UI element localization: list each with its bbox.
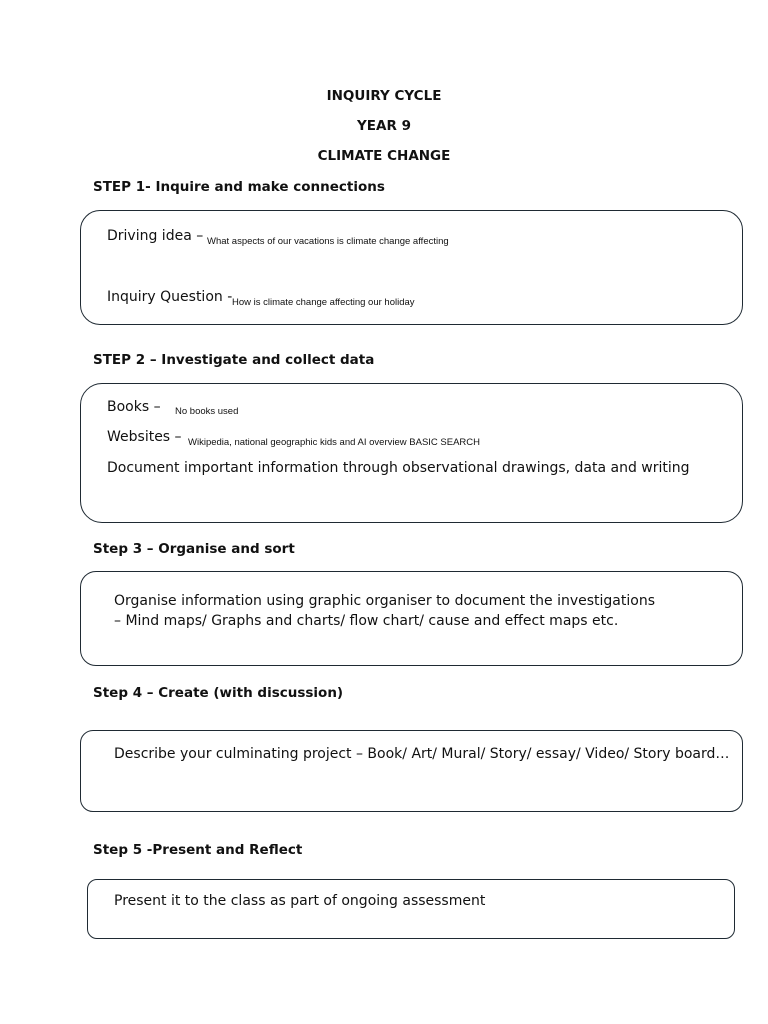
websites-label: Websites – <box>107 429 182 445</box>
driving-idea-value: What aspects of our vacations is climate change affecting <box>207 236 449 247</box>
step5-heading: Step 5 -Present and Reflect <box>93 842 303 858</box>
step2-box <box>80 383 743 523</box>
driving-idea-label: Driving idea – <box>107 228 204 244</box>
doc-year: YEAR 9 <box>357 118 411 134</box>
doc-title: INQUIRY CYCLE <box>326 88 442 104</box>
step4-heading: Step 4 – Create (with discussion) <box>93 685 344 701</box>
step3-line2: – Mind maps/ Graphs and charts/ flow chart/ cause and effect maps etc. <box>114 613 619 629</box>
step3-heading: Step 3 – Organise and sort <box>93 541 295 557</box>
books-label: Books – <box>107 399 161 415</box>
inquiry-question-label: Inquiry Question - <box>107 289 233 305</box>
step5-line1: Present it to the class as part of ongoing assessment <box>114 893 486 909</box>
doc-topic: CLIMATE CHANGE <box>317 148 451 164</box>
document-instruction: Document important information through observational drawings, data and writing <box>107 460 690 476</box>
step1-heading: STEP 1- Inquire and make connections <box>93 179 385 195</box>
step4-line1: Describe your culminating project – Book/ Art/ Mural/ Story/ essay/ Video/ Story board… <box>114 746 730 762</box>
step4-box <box>80 730 743 812</box>
step5-box <box>87 879 735 939</box>
step2-heading: STEP 2 – Investigate and collect data <box>93 352 375 368</box>
inquiry-question-value: How is climate change affecting our holiday <box>232 297 415 308</box>
step3-line1: Organise information using graphic organiser to document the investigations <box>114 593 655 609</box>
books-value: No books used <box>175 406 239 417</box>
websites-value: Wikipedia, national geographic kids and AI overview BASIC SEARCH <box>188 437 481 448</box>
